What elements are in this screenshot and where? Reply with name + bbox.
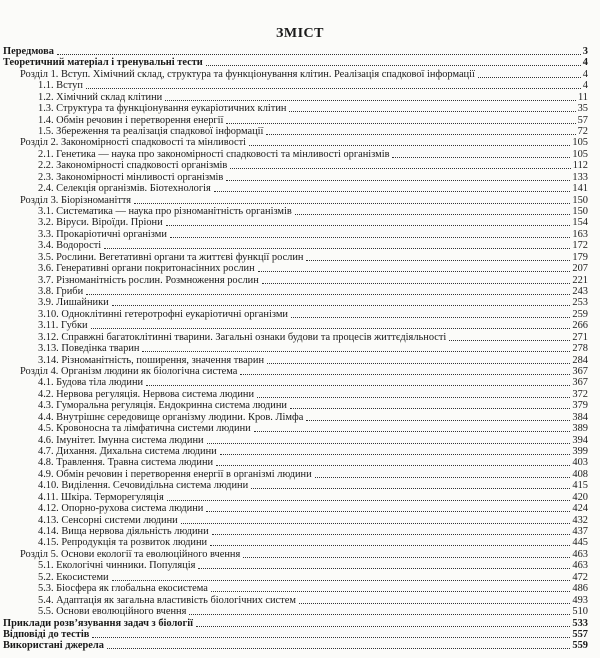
- toc-entry-title: Передмова: [3, 46, 54, 57]
- toc-entry-title: 3.4. Водорості: [38, 240, 102, 252]
- toc-page-number: 437: [572, 526, 588, 538]
- toc-entry-title: 5.4. Адаптація як загальна властивість біологічних систем: [38, 594, 296, 606]
- toc-page-number: 408: [572, 468, 588, 480]
- toc-page-number: 259: [572, 308, 588, 320]
- toc-page-number: 403: [572, 457, 588, 469]
- toc-entry-title: 3.8. Гриби: [38, 286, 84, 298]
- toc-page-number: 394: [572, 434, 588, 446]
- dot-leader: [86, 294, 570, 295]
- toc-page-number: 72: [577, 126, 588, 137]
- toc-entry-title: 4.4. Внутрішнє середовище організму людини. Кров. Лімфа: [38, 411, 304, 423]
- toc-entry-title: 3.12. Справжні багатоклітинні тварини. Загальні ознаки будови та процесів життєдіяльності: [38, 331, 447, 343]
- dot-leader: [258, 271, 571, 272]
- toc-entry-title: 4.12. Опорно-рухова система людини: [38, 503, 204, 515]
- toc-entry-title: 2.4. Селекція організмів. Біотехнологія: [38, 183, 211, 195]
- toc-page-number: 253: [572, 297, 588, 309]
- toc-page-number: 150: [572, 206, 588, 218]
- dot-leader: [91, 328, 571, 329]
- toc-entry-title: 2.2. Закономірності спадковості організмів: [38, 160, 228, 172]
- toc-page-number: 4: [582, 68, 588, 80]
- toc-page-number: 4: [582, 57, 588, 69]
- dot-leader: [92, 637, 570, 638]
- toc-entry-title: Теоретичний матеріал і тренувальні тести: [3, 57, 203, 69]
- toc-page-number: 557: [572, 628, 588, 640]
- toc-entry-title: 1.1. Вступ: [38, 80, 83, 92]
- toc-entry-title: 3.1. Систематика — наука про різноманітність організмів: [38, 206, 292, 218]
- dot-leader: [449, 340, 570, 341]
- dot-leader: [198, 568, 570, 569]
- dot-leader: [392, 157, 570, 158]
- dot-leader: [291, 317, 570, 318]
- toc-entry-title: 4.15. Репродукція та розвиток людини: [38, 537, 208, 549]
- toc-entry-title: 4.8. Травлення. Травна система людини: [38, 457, 214, 469]
- dot-leader: [167, 500, 571, 501]
- toc-entry-title: Розділ 4. Організм людини як біологічна система: [20, 366, 238, 378]
- dot-leader: [57, 54, 581, 55]
- dot-leader: [478, 77, 581, 78]
- dot-leader: [112, 305, 571, 306]
- toc-page-number: 141: [572, 183, 588, 195]
- toc-page-number: 154: [572, 217, 588, 229]
- dot-leader: [240, 374, 570, 375]
- toc-entry-title: 3.6. Генеративні органи покритонасінних рослин: [38, 263, 255, 275]
- toc-entry-title: 1.3. Структура та функціонування еукаріотичних клітин: [38, 103, 287, 115]
- toc-page-number: 399: [572, 446, 588, 458]
- dot-leader: [216, 465, 570, 466]
- toc-page-number: 389: [572, 423, 588, 435]
- dot-leader: [257, 397, 570, 398]
- toc-entry-title: 1.5. Збереження та реалізація спадкової інформації: [38, 126, 264, 137]
- dot-leader: [211, 591, 571, 592]
- toc-entry-title: 3.9. Лишайники: [38, 297, 109, 309]
- toc-page-number: 243: [572, 286, 588, 298]
- toc-entry-title: 4.9. Обмін речовин і перетворення енергії в організмі людини: [38, 468, 312, 480]
- dot-leader: [86, 88, 581, 89]
- toc-entry-title: Приклади розв’язування задач з біології: [3, 617, 193, 629]
- dot-leader: [251, 488, 570, 489]
- toc-page-number: 284: [572, 354, 588, 366]
- dot-leader: [112, 580, 571, 581]
- toc-page-number: 57: [577, 114, 588, 126]
- toc-page-number: 105: [572, 137, 588, 149]
- dot-leader: [249, 145, 570, 146]
- toc-page-number: 372: [572, 388, 588, 400]
- toc-entry-title: 4.14. Вища нервова діяльність людини: [38, 526, 209, 538]
- dot-leader: [262, 283, 571, 284]
- dot-leader: [142, 351, 570, 352]
- toc-entry-title: 4.1. Будова тіла людини: [38, 377, 144, 389]
- toc-entry-title: Використані джерела: [3, 640, 104, 652]
- toc-page-number: 486: [572, 583, 588, 595]
- toc-page-number: 207: [572, 263, 588, 275]
- toc-entry-title: 5.1. Екологічні чинники. Популяція: [38, 560, 196, 572]
- toc-page-number: 424: [572, 503, 588, 515]
- toc-page-number: 221: [572, 274, 588, 286]
- toc-page-number: 4: [582, 80, 588, 92]
- dot-leader: [165, 100, 576, 101]
- toc-entry-title: 4.10. Виділення. Сечовидільна система людини: [38, 480, 249, 492]
- toc-page-number: 172: [572, 240, 588, 252]
- dot-leader: [207, 443, 571, 444]
- dot-leader: [181, 523, 571, 524]
- dot-leader: [206, 511, 570, 512]
- toc-page-number: 533: [572, 617, 588, 629]
- toc-entry-title: 3.10. Одноклітинні гетеротрофні еукаріотичні організми: [38, 308, 288, 320]
- toc-entry-title: 4.3. Гуморальна регуляція. Ендокринна система людини: [38, 400, 287, 412]
- dot-leader: [104, 248, 570, 249]
- toc-entry-title: 4.7. Дихання. Дихальна система людини: [38, 446, 217, 458]
- toc-page-number: 367: [572, 366, 588, 378]
- toc-page-number: 420: [572, 491, 588, 503]
- toc-page-number: 493: [572, 594, 588, 606]
- dot-leader: [220, 454, 571, 455]
- dot-leader: [146, 385, 570, 386]
- toc-entry-title: 3.13. Поведінка тварин: [38, 343, 140, 355]
- toc-entry-title: 4.2. Нервова регуляція. Нервова система людини: [38, 388, 255, 400]
- dot-leader: [254, 431, 571, 432]
- toc-page-number: 150: [572, 194, 588, 206]
- toc-page-number: 105: [572, 148, 588, 160]
- toc-page-number: 11: [577, 91, 588, 103]
- dot-leader: [206, 65, 581, 66]
- toc-entry-title: 2.1. Генетика — наука про закономірності спадковості та мінливості організмів: [38, 148, 390, 160]
- toc-page-number: 35: [577, 103, 588, 115]
- toc-page-number: 163: [572, 228, 588, 240]
- toc-page-number: 472: [572, 571, 588, 583]
- toc-page-number: 112: [572, 160, 588, 172]
- toc-page-number: 367: [572, 377, 588, 389]
- dot-leader: [267, 363, 570, 364]
- dot-leader: [266, 134, 575, 135]
- toc-entry-title: 4.11. Шкіра. Терморегуляція: [38, 491, 164, 503]
- toc-page-number: 463: [572, 560, 588, 572]
- dot-leader: [107, 648, 570, 649]
- toc-entry-title: 3.7. Різноманітність рослин. Розмноження рослин: [38, 274, 259, 286]
- toc-entry-title: 1.2. Хімічний склад клітини: [38, 91, 163, 103]
- toc-entry-title: Розділ 2. Закономірності спадковості та мінливості: [20, 137, 247, 149]
- toc-entry-title: Розділ 1. Вступ. Хімічний склад, структура та функціонування клітин. Реалізація спадкової інформації: [20, 68, 475, 80]
- dot-leader: [306, 420, 570, 421]
- toc-entry-title: 3.14. Різноманітність, поширення, значення тварин: [38, 354, 265, 366]
- dot-leader: [196, 626, 570, 627]
- toc-page-number: 179: [572, 251, 588, 263]
- toc-page-number: 384: [572, 411, 588, 423]
- page-title: ЗМІСТ: [276, 26, 324, 41]
- toc-page-number: 559: [572, 640, 588, 652]
- toc-entry-title: 3.2. Віруси. Віроїди. Пріони: [38, 217, 163, 229]
- dot-leader: [289, 111, 575, 112]
- dot-leader: [315, 477, 571, 478]
- dot-leader: [134, 203, 570, 204]
- toc-page-number: 463: [572, 548, 588, 560]
- toc-entry-title: 3.3. Прокаріотичні організми: [38, 228, 167, 240]
- dot-leader: [299, 603, 571, 604]
- toc-page-number: 415: [572, 480, 588, 492]
- toc-entry-title: 4.5. Кровоносна та лімфатична системи людини: [38, 423, 251, 435]
- toc-page-number: 3: [582, 46, 588, 57]
- toc-entry-title: Відповіді до тестів: [3, 628, 90, 640]
- toc-entry-title: 3.5. Рослини. Вегетативні органи та життєві функції рослин: [38, 251, 304, 263]
- toc-page-number: 271: [572, 331, 588, 343]
- toc-page-number: 278: [572, 343, 588, 355]
- dot-leader: [170, 237, 571, 238]
- dot-leader: [243, 557, 570, 558]
- toc-entry-title: Розділ 3. Біорізноманіття: [20, 194, 132, 206]
- dot-leader: [226, 123, 575, 124]
- dot-leader: [306, 260, 570, 261]
- toc-entry: [3, 639, 588, 652]
- toc-entry-title: 2.3. Закономірності мінливості організмів: [38, 171, 224, 183]
- dot-leader: [290, 408, 570, 409]
- toc-entry-title: 3.11. Губки: [38, 320, 88, 332]
- toc-page-number: 445: [572, 537, 588, 549]
- toc-page-number: 133: [572, 171, 588, 183]
- toc-entry-title: 4.6. Імунітет. Імунна система людини: [38, 434, 204, 446]
- dot-leader: [230, 168, 570, 169]
- dot-leader: [214, 191, 571, 192]
- toc-entry-title: Розділ 5. Основи екології та еволюційного вчення: [20, 548, 241, 560]
- toc-page-number: 266: [572, 320, 588, 332]
- toc-entry-title: 5.2. Екосистеми: [38, 571, 109, 583]
- dot-leader: [166, 225, 571, 226]
- toc-entry-title: 5.3. Біосфера як глобальна екосистема: [38, 583, 208, 595]
- dot-leader: [295, 214, 571, 215]
- toc-page-number: 432: [572, 514, 588, 526]
- dot-leader: [189, 614, 570, 615]
- toc-entry-title: 5.5. Основи еволюційного вчення: [38, 606, 187, 618]
- toc-entry-title: 1.4. Обмін речовин і перетворення енергії: [38, 114, 224, 126]
- toc-page-number: 510: [572, 606, 588, 618]
- toc-entry-title: 4.13. Сенсорні системи людини: [38, 514, 178, 526]
- dot-leader: [212, 534, 571, 535]
- dot-leader: [210, 545, 570, 546]
- toc-page-number: 379: [572, 400, 588, 412]
- dot-leader: [226, 180, 570, 181]
